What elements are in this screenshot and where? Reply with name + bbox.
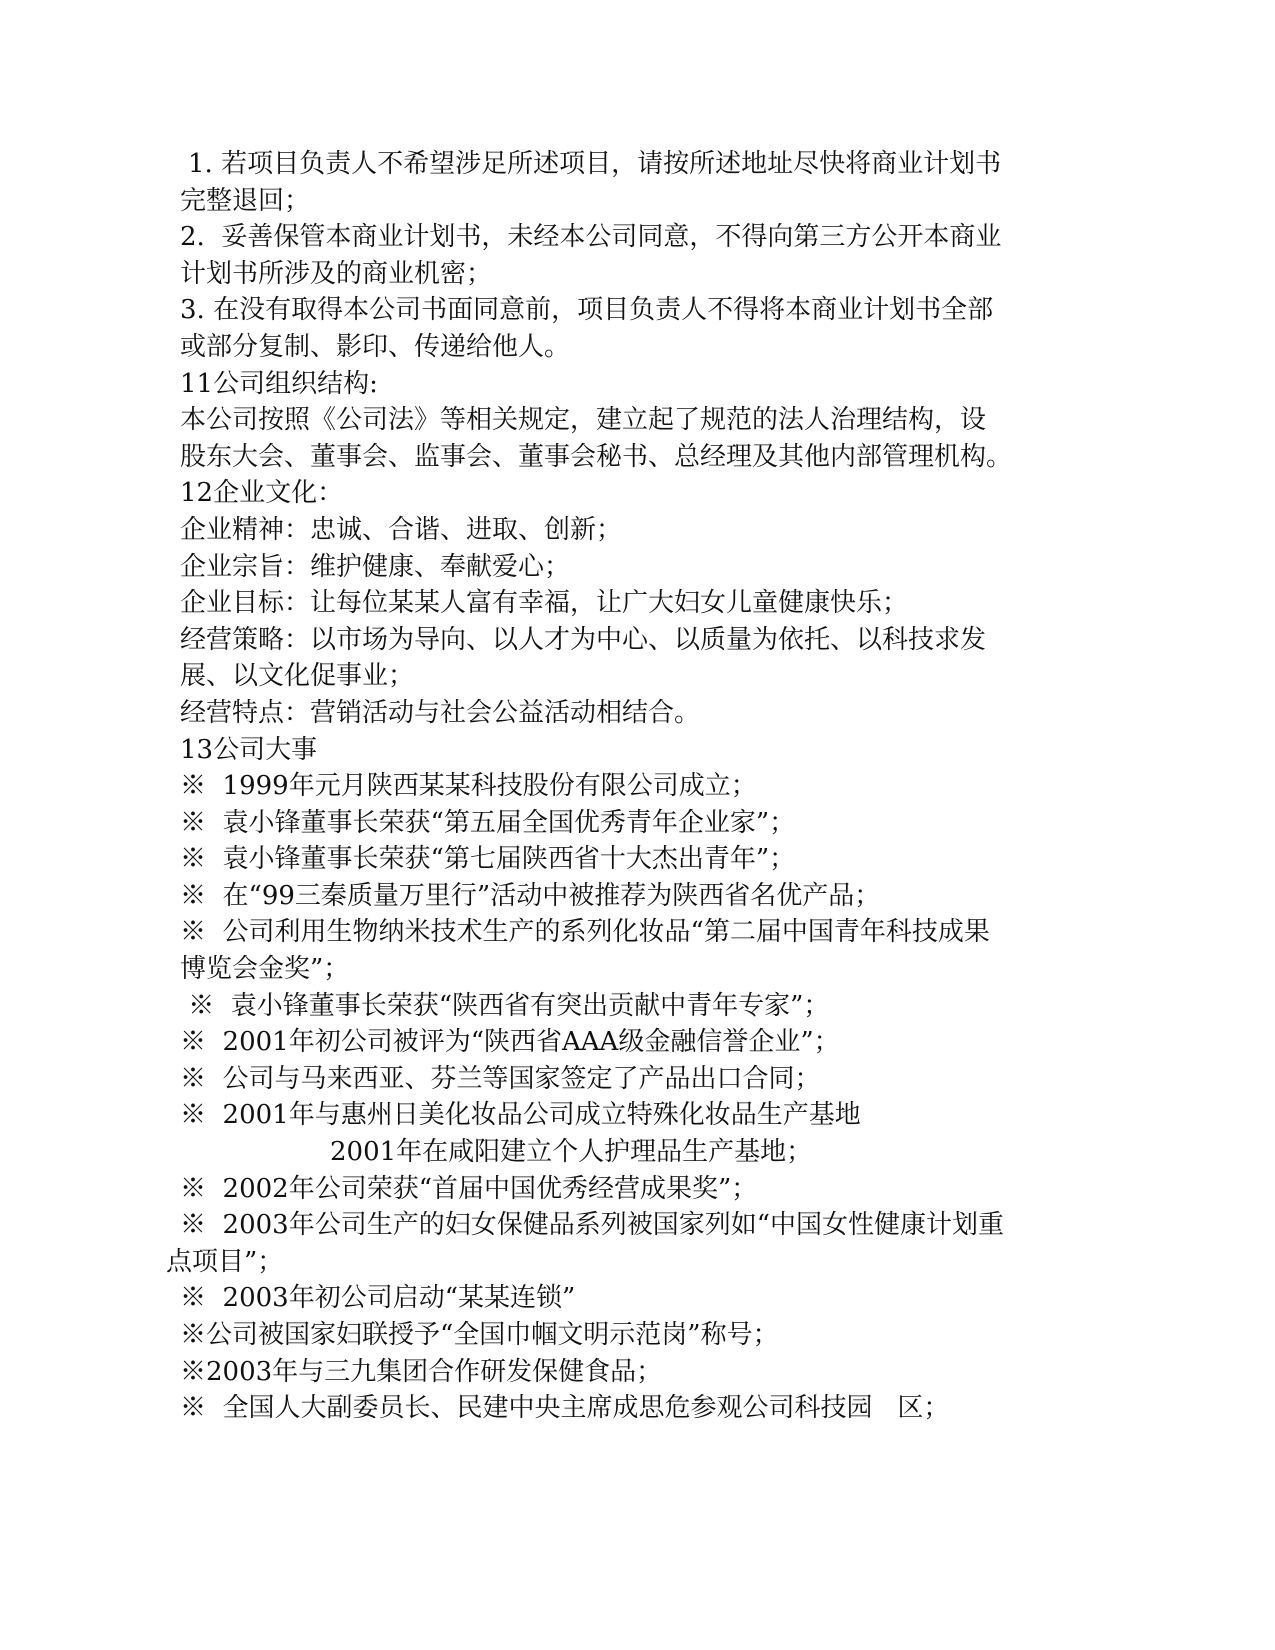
event-item: ※ 1999年元月陕西某某科技股份有限公司成立；	[180, 771, 757, 802]
event-item: ※ 公司与马来西亚、芬兰等国家签定了产品出口合同；	[180, 1063, 821, 1094]
event-item: ※ 袁小锋董事长荣获“第五届全国优秀青年企业家”；	[180, 807, 796, 838]
event-item: ※ 袁小锋董事长荣获“第七届陕西省十大杰出青年”；	[180, 844, 796, 875]
text-line: 股东大会、董事会、监事会、董事会秘书、总经理及其他内部管理机构。	[180, 441, 1013, 472]
section-heading: 11公司组织结构:	[180, 368, 378, 399]
section-heading: 12企业文化：	[180, 478, 344, 509]
text-line: 计划书所涉及的商业机密；	[180, 258, 493, 289]
event-item: ※ 2003年公司生产的妇女保健品系列被国家列如“中国女性健康计划重	[180, 1210, 1004, 1241]
text-line: 经营特点：营销活动与社会公益活动相结合。	[180, 697, 701, 728]
event-item: ※ 2002年公司荣获“首届中国优秀经营成果奖”；	[180, 1173, 758, 1204]
event-item: ※ 在“99三秦质量万里行”活动中被推荐为陕西省名优产品；	[180, 880, 881, 911]
text-line: 本公司按照《公司法》等相关规定，建立起了规范的法人治理结构，设	[180, 405, 987, 436]
text-line: 1. 若项目负责人不希望涉足所述项目，请按所述地址尽快将商业计划书	[188, 149, 1002, 179]
event-item: ※ 2001年初公司被评为“陕西省AAA级金融信誉企业”；	[180, 1027, 840, 1058]
text-line: 完整退回；	[180, 185, 311, 216]
event-item: ※ 公司利用生物纳米技术生产的系列化妆品“第二届中国青年科技成果	[180, 917, 990, 948]
text-line: 2001年在咸阳建立个人护理品生产基地；	[330, 1137, 813, 1168]
event-item: ※2003年与三九集团合作研发保健食品；	[180, 1356, 663, 1387]
text-line: 2. 妥善保管本商业计划书，未经本公司同意，不得向第三方公开本商业	[180, 222, 1002, 253]
text-line: 展、以文化促事业；	[180, 661, 415, 692]
event-item: ※公司被国家妇联授予“全国巾帼文明示范岗”称号；	[180, 1320, 779, 1350]
text-line: 博览会金奖”；	[180, 954, 350, 985]
event-item: ※ 全国人大副委员长、民建中央主席成思危参观公司科技园 区；	[180, 1393, 950, 1424]
section-heading: 13公司大事	[180, 734, 318, 765]
text-line: 或部分复制、影印、传递给他人。	[180, 331, 571, 362]
text-line: 企业宗旨：维护健康、奉献爱心；	[180, 551, 571, 582]
text-line: 经营策略：以市场为导向、以人才为中心、以质量为依托、以科技求发	[180, 624, 987, 655]
document-body	[166, 146, 1050, 1427]
event-item: ※ 2001年与惠州日美化妆品公司成立特殊化妆品生产基地	[180, 1100, 861, 1131]
text-line: 点项目”；	[166, 1246, 284, 1277]
event-item: ※ 2003年初公司启动“某某连锁”	[180, 1283, 576, 1314]
text-line: 3. 在没有取得本公司书面同意前，项目负责人不得将本商业计划书全部	[180, 295, 994, 326]
text-line: 企业精神：忠诚、合谐、进取、创新；	[180, 514, 623, 545]
text-line: 企业目标：让每位某某人富有幸福，让广大妇女儿童健康快乐；	[180, 588, 909, 619]
event-item: ※ 袁小锋董事长荣获“陕西省有突出贡献中青年专家”；	[180, 990, 830, 1021]
